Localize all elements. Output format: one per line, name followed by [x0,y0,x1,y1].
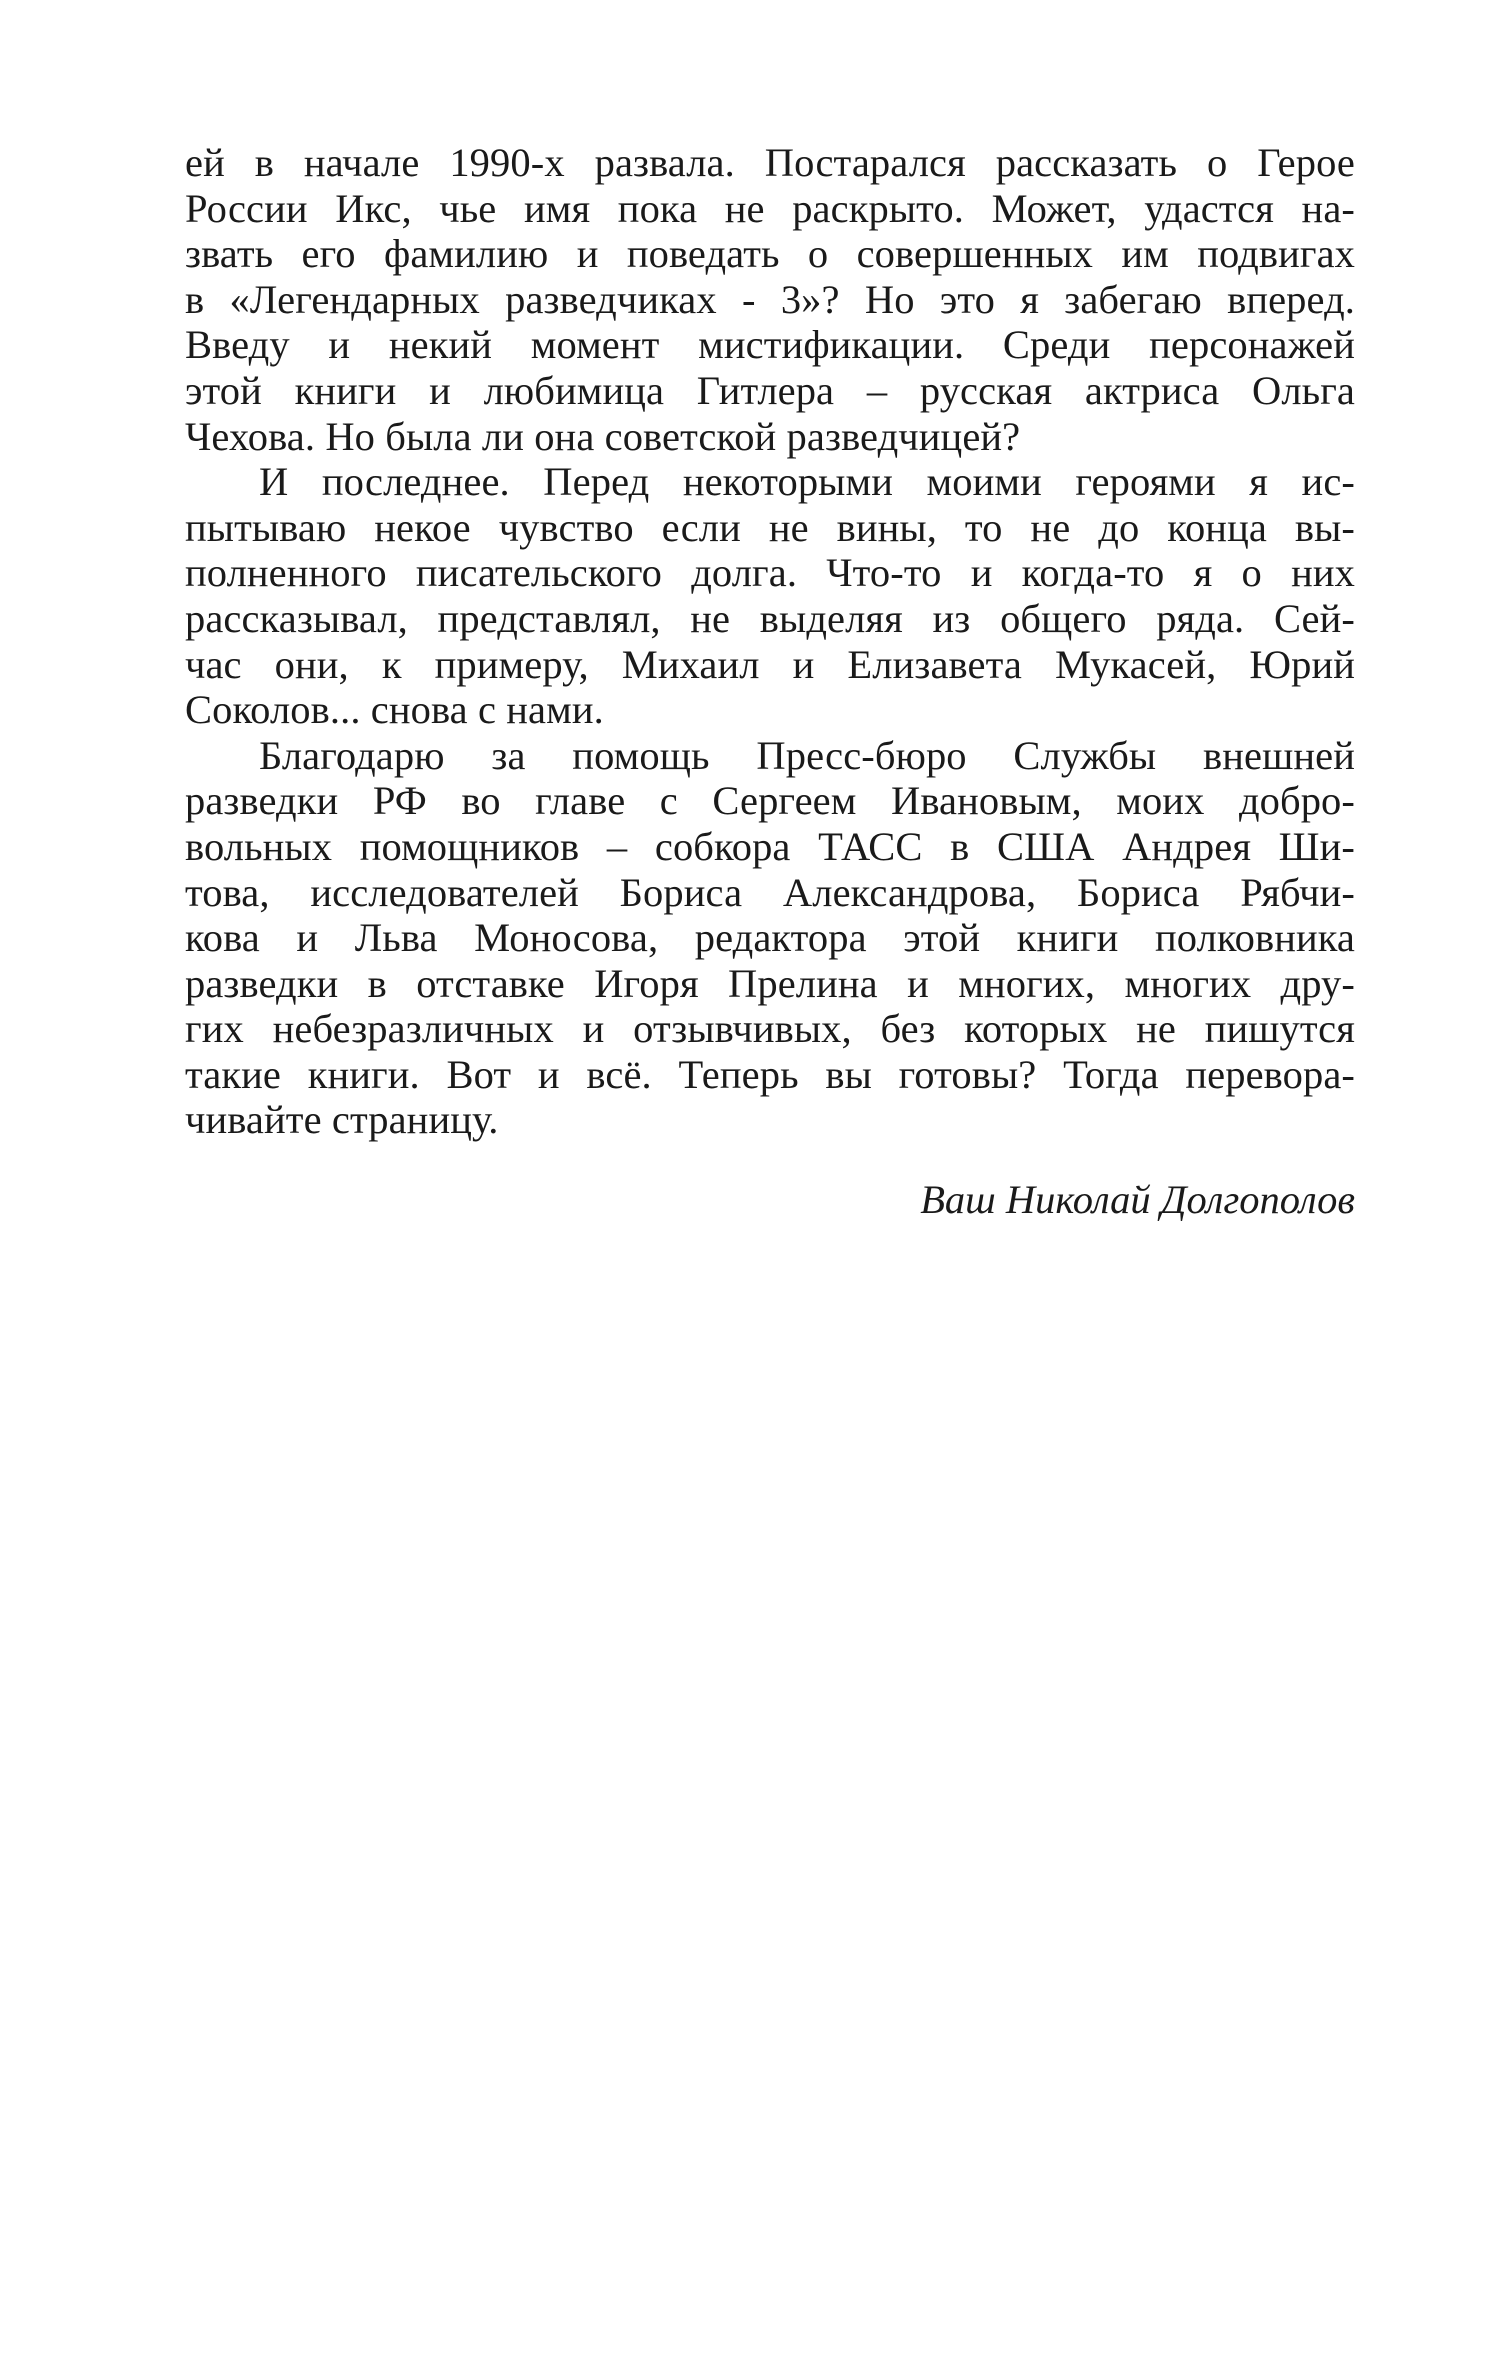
text-line: чивайте страницу. [185,1097,499,1143]
text-line: ей в начале 1990-х развала. Постарался рассказать о Герое [185,140,1355,185]
text-line: Соколов... снова с нами. [185,687,604,733]
text-line: Введу и некий момент мистификации. Среди персонажей [185,322,1355,368]
text-line: час они, к примеру, Михаил и Елизавета Мукасей, Юрий [185,641,1355,687]
text-line: Чехова. Но была ли она советской разведчицей? [185,413,1021,459]
text-line: разведки РФ во главе с Сергеем Ивановым, моих добро- [185,778,1355,824]
paragraph-1 [185,140,1355,459]
text-line: этой книги и любимица Гитлера – русская актриса Ольга [185,367,1355,413]
text-line: России Икс, чье имя пока не раскрыто. Может, удастся на- [185,185,1355,231]
text-line: рассказывал, представлял, не выделяя из общего ряда. Сей- [185,595,1355,641]
paragraph-2 [185,459,1355,733]
text-line: такие книги. Вот и всё. Теперь вы готовы? Тогда перевора- [185,1051,1355,1097]
text-line: това, исследователей Бориса Александрова, Бориса Рябчи- [185,869,1355,915]
author-signature: Ваш Николай Долгополов [920,1177,1355,1222]
text-line: разведки в отставке Игоря Прелина и многих, многих дру- [185,960,1355,1006]
body-text [185,140,1355,1143]
text-line: кова и Льва Моносова, редактора этой книги полковника [185,915,1355,961]
text-line: пытываю некое чувство если не вины, то не до конца вы- [185,504,1355,550]
text-line: в «Легендарных разведчиках - 3»? Но это я забегаю вперед. [185,276,1355,322]
text-line: Благодарю за помощь Пресс-бюро Службы внешней [259,732,1355,778]
text-line: полненного писательского долга. Что-то и когда-то я о них [185,550,1355,596]
paragraph-3 [185,733,1355,1143]
text-line: гих небезразличных и отзывчивых, без которых не пишутся [185,1006,1355,1052]
text-line: И последнее. Перед некоторыми моими героями я ис- [259,459,1355,505]
text-line: звать его фамилию и поведать о совершенных им подвигах [185,231,1355,277]
text-line: вольных помощников – собкора ТАСС в США Андрея Ши- [185,823,1355,869]
